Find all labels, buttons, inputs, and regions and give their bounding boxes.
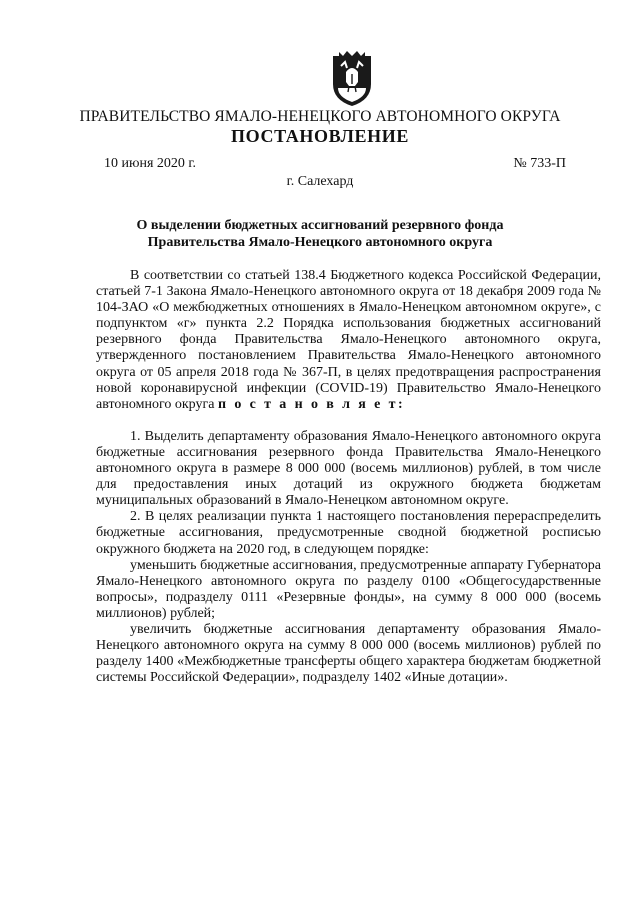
document-number: № 733-П: [513, 156, 566, 171]
item-1-paragraph: 1. Выделить департаменту образования Ямало-Ненецкого автономного округа бюджетные ассигнования резервного фонда Правительства Ямало-Ненецкого автономного округа в размере 8 000 000 (восемь миллионов) рублей, в том числе для предоставления иных дотаций из окружного бюджета бюджетам муниципальных образований в Ямало-Ненецком автономном округе.: [96, 428, 601, 509]
document-date: 10 июня 2020 г.: [104, 156, 197, 171]
document-city: г. Салехард: [286, 174, 354, 189]
coat-of-arms-icon: [329, 50, 375, 108]
resolves-word: п о с т а н о в л я е т:: [217, 396, 406, 412]
subject-line-1: О выделении бюджетных ассигнований резервного фонда: [136, 218, 504, 233]
subject-line-2: Правительства Ямало-Ненецкого автономного округа: [147, 234, 493, 250]
item-2-increase-paragraph: увеличить бюджетные ассигнования департаменту образования Ямало-Ненецкого автономного округа на сумму 8 000 000 (восемь миллионов) рублей по разделу 1400 «Межбюджетные трансферты общего характера бюджетам бюджетной системы Российской Федерации», подразделу 1402 «Иные дотации».: [96, 621, 601, 686]
document-type: ПОСТАНОВЛЕНИЕ: [231, 126, 409, 146]
item-2-decrease-paragraph: уменьшить бюджетные ассигнования, предусмотренные аппарату Губернатора Ямало-Ненецкого автономного округа по разделу 0100 «Общегосударственные вопросы», подразделу 0111 «Резервные фонды», на сумму 8 000 000 (восемь миллионов) рублей;: [96, 557, 601, 621]
preamble-text: В соответствии со статьей 138.4 Бюджетного кодекса Российской Федерации, статьей 7-1 Закона Ямало-Ненецкого автономного округа от 18 декабря 2009 года № 104-ЗАО «О межбюджетных отношениях в Ямало-Ненецком автономном округе», с подпунктом «г» пункта 2.2 Порядка использования бюджетных ассигнований резервного фонда Правительства Ямало-Ненецкого автономного округа, утвержденного постановлением Правительства Ямало-Ненецкого автономного округа от 05 апреля 2018 года № 367-П, в целях предотвращения распространения новой коронавирусной инфекции (COVID-19) Правительство Ямало-Ненецкого автономного округа: [96, 268, 601, 412]
item-2-paragraph: 2. В целях реализации пункта 1 настоящего постановления перераспределить бюджетные ассигнования, предусмотренные сводной бюджетной росписью окружного бюджета на 2020 год, в следующем порядке:: [96, 509, 601, 557]
preamble-paragraph: [96, 268, 601, 413]
document-subject: [0, 218, 640, 251]
document-body: [96, 268, 601, 686]
government-name: ПРАВИТЕЛЬСТВО ЯМАЛО-НЕНЕЦКОГО АВТОНОМНОГО ОКРУГА: [79, 108, 561, 125]
